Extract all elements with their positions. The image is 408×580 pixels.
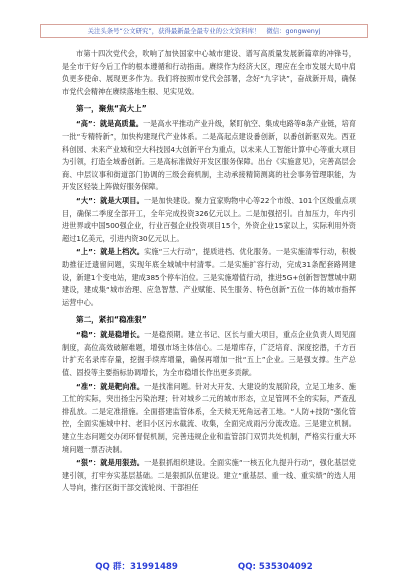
paragraph-lead: “上”：就是上档次。 bbox=[76, 247, 145, 257]
intro-paragraph: 市第十四次党代会，吹响了加快国家中心城市建设、谱写高质量发展新篇章的冲锋号，是全市干好今后工作的根本遵循和行动指南。赓续作为经济大区，理应在全市发展大局中肩负更多使命、展现更多作为。我们将按照市党代会部署，念好“九字诀”，奋战新开局，确保市党代会精神在赓续落地生根、见实见效。 bbox=[62, 49, 356, 96]
section-heading-1: 第一，聚焦“高大上” bbox=[76, 104, 147, 114]
banner-wechat: 微信：gongwenyj bbox=[266, 27, 321, 35]
header-banner bbox=[40, 24, 368, 38]
paragraph-stable-growth: “稳”：就是稳增长。一是稳预期。建立书记、区长与重大项目，重点企业负责人周见面制度，高位高效破解难题，增强市场主体信心。二是增库存，广泛培育、深度挖潜，千方百计扩充名录库存量，挖掘手续库增量，确保再增加一批“五上”企业。三是强支撑。生产总值、固投等主要指标协调增长，为全市稳增长作出更多贡献。 bbox=[62, 330, 356, 378]
paragraph-upgrade: “上”：就是上档次。实施“三大行动”，提质进档、优化服务。一是实施清零行动，积极助推征迁遗留问题，实现年底全城城中村清零。二是实施扩容行动，完成31条配套路网建设，新建1个变电站，建成385个停车泊位。三是实施增值行动，推进5G+创新智智慧城中期建设，建成集“城市治理、应急智慧、产业赋能、民生服务、特色创新”五位一体的城市指挥运营中心。 bbox=[62, 247, 356, 307]
paragraph-big-projects: “大”：就是大项目。一是加快建设。聚力宜家购物中心等22个市级、101个区级重点项目，确保二季度全部开工，全年完成投资326亿元以上。二是加强招引。自加压力，年内引进世界或中国500强企业，行业百强企业投资项目15个，外资企业15家以上，实际利用外资超过1亿美元，引进内资30亿元以上。 bbox=[62, 195, 356, 243]
paragraph-lead: “狠”：就是用狠劲。 bbox=[76, 458, 145, 468]
banner-slogan: 关注头条号“公文研究”，获得最新最全最专业的公文资料库！ bbox=[87, 27, 261, 35]
paragraph-lead: “准”：就是靶向准。 bbox=[76, 381, 145, 391]
paragraph-precise-targeting: “准”：就是靶向准。一是找准问题。针对大开发、大建设的发展阶段，立足工地多、施工忙的实际，突出扬尘污染治理；针对城乡二元的城市形态，立足管网不全的实际，严查乱排乱放。二是定准措施。全面搭建监管体系，全天候无死角远者工地。“人防+技防”强化管控，全面实施城中村、老旧小区污水截流、收集，全面完成雨污分流改造。三是建立机制。建立生态问题交办闭环督促机制，完善违规企业和监管部门双罚共处机制，严格实行重大环境问题一票否决制。 bbox=[62, 381, 356, 454]
document-body bbox=[62, 48, 356, 496]
paragraph-lead: “大”：就是大项目。 bbox=[76, 195, 144, 205]
footer-contact bbox=[0, 560, 408, 572]
paragraph-lead: “高”：就是高质量。 bbox=[76, 119, 143, 129]
qq-number: QQ: 535304092 bbox=[237, 562, 313, 572]
qq-group: QQ 群：31991489 bbox=[95, 562, 178, 572]
paragraph-high-quality: “高”：就是高质量。一是高水平推动产业升级，紧盯航空、集成电路等8条产业链，培育一批“专精特新”，加快构建现代产业体系。二是高起点建设番创新，以番创新驱双先。西亚科创园、未来产业城和空大科技园4大创新平台为重点，以未来人工智能计算中心等重大项目为引领，打造全域番创新。三是高标准做好开发区服务保障。出台《实施意见》，完善高层会商、中层议事和街道部门协调的三级会商机制，主动承接精简测离的社会事务管理职能，为开发区轻装上阵做好服务保障。 bbox=[62, 119, 357, 192]
paragraph-lead: “稳”：就是稳增长。 bbox=[76, 330, 145, 340]
paragraph-strong-effort: “狠”：就是用狠劲。一是狠抓组织建设。全面实施“一核五化九提升行动”，强化基层党建引领，打牢夯实基层基础。二是狠抓队伍建设。建立“重基层、重一线、重实绩”的选人用人导向，推行区街干部交流轮岗、干部担任 bbox=[62, 458, 356, 493]
section-heading-2: 第二，紧扣“稳准狠” bbox=[76, 315, 147, 325]
